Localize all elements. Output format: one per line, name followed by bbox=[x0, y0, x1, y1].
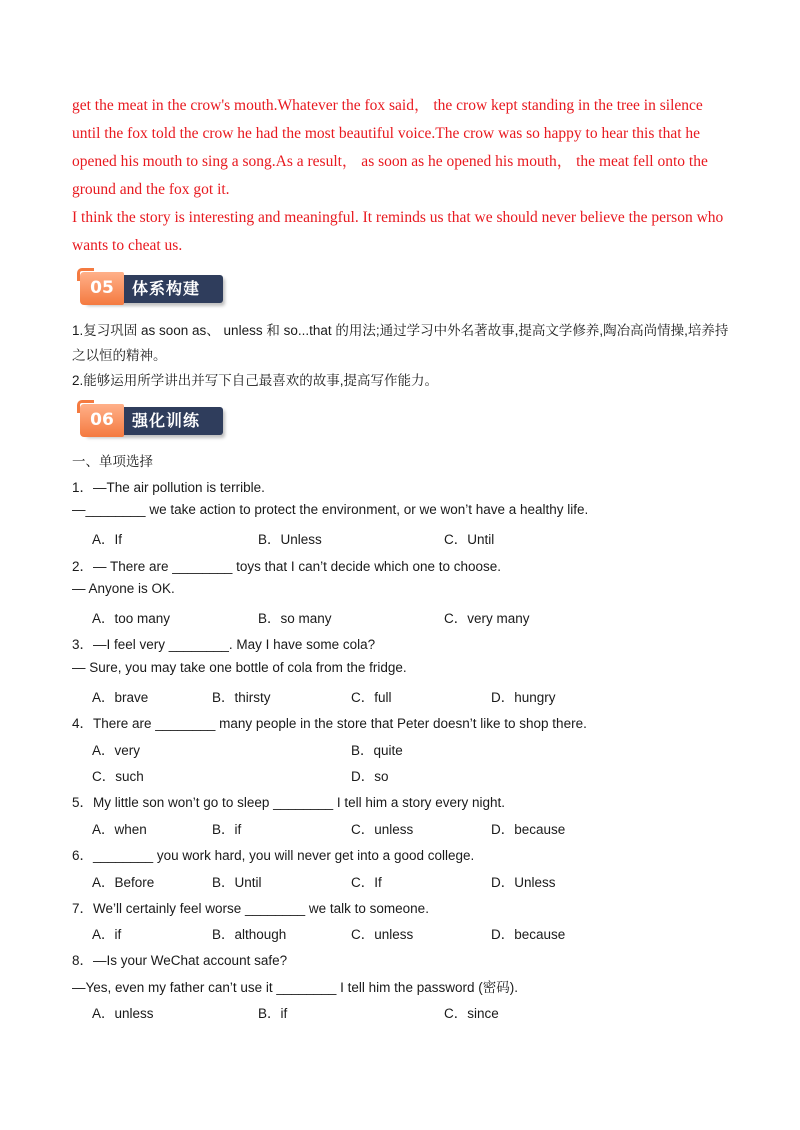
question-stem: 8．—Is your WeChat account safe? bbox=[72, 953, 288, 968]
section-title: 体系构建 bbox=[132, 279, 201, 298]
question-stem: 1．—The air pollution is terrible. bbox=[72, 480, 265, 495]
answer-option[interactable]: B．Until bbox=[212, 875, 262, 890]
section-number: 05 bbox=[80, 272, 124, 305]
answer-option[interactable]: B．if bbox=[212, 822, 242, 837]
answer-option[interactable]: C．If bbox=[351, 875, 382, 890]
question-stem: — Anyone is OK. bbox=[72, 581, 175, 596]
answer-option[interactable]: C．such bbox=[92, 769, 144, 784]
question-stem: — Sure, you may take one bottle of cola from the fridge. bbox=[72, 660, 407, 675]
section-number: 06 bbox=[80, 404, 124, 437]
section-title: 强化训练 bbox=[132, 411, 201, 430]
answer-option[interactable]: C．unless bbox=[351, 822, 414, 837]
question-stem: 4．There are ________ many people in the store that Peter doesn’t like to shop there. bbox=[72, 716, 587, 731]
answer-option[interactable]: B．Unless bbox=[258, 532, 322, 547]
learning-goals bbox=[72, 318, 732, 393]
goal-item: 2.能够运用所学讲出并写下自己最喜欢的故事,提高写作能力。 bbox=[72, 373, 439, 388]
answer-option[interactable]: B．quite bbox=[351, 743, 403, 758]
answer-option[interactable]: A．when bbox=[92, 822, 147, 837]
question-stem: 7．We’ll certainly feel worse ________ we talk to someone. bbox=[72, 901, 429, 916]
goal-item: 1.复习巩固 as soon as、 unless 和 so...that 的用法;通过学习中外名著故事,提高文学修养,陶冶高尚情操,培养持之以恒的精神。 bbox=[72, 323, 729, 363]
section-banner bbox=[80, 272, 223, 305]
answer-option[interactable]: B．although bbox=[212, 927, 287, 942]
answer-option[interactable]: A．If bbox=[92, 532, 123, 547]
answer-option[interactable]: A．if bbox=[92, 927, 122, 942]
question-stem: —Yes, even my father can’t use it ________ I tell him the password (密码). bbox=[72, 980, 518, 995]
answer-option[interactable]: C．very many bbox=[444, 611, 530, 626]
essay-paragraph: I think the story is interesting and meaningful. It reminds us that we should never believe the person who wants to cheat us. bbox=[72, 209, 724, 254]
answer-option[interactable]: C．unless bbox=[351, 927, 414, 942]
answer-option[interactable]: A．very bbox=[92, 743, 141, 758]
answer-option[interactable]: C．since bbox=[444, 1006, 499, 1021]
part-heading: 一、单项选择 bbox=[72, 454, 153, 469]
question-stem: —________ we take action to protect the environment, or we won’t have a healthy life. bbox=[72, 502, 589, 517]
answer-option[interactable]: D．because bbox=[491, 927, 566, 942]
essay-paragraph: get the meat in the crow's mouth.Whatever the fox said， the crow kept standing in the tree in silence until the fox told the crow he had the most beautiful voice.The crow was so happy to hear this that he opened his mouth to sing a song.As a result， as soon as he opened his mouth， the meat fell onto the ground and the fox got it. bbox=[72, 97, 708, 198]
answer-option[interactable]: D．Unless bbox=[491, 875, 556, 890]
essay-answer bbox=[72, 92, 732, 260]
answer-option[interactable]: A．unless bbox=[92, 1006, 154, 1021]
answer-option[interactable]: D．because bbox=[491, 822, 566, 837]
question-stem: 5．My little son won’t go to sleep ________ I tell him a story every night. bbox=[72, 795, 505, 810]
question-stem: 6．________ you work hard, you will never get into a good college. bbox=[72, 848, 475, 863]
question-stem: 2．— There are ________ toys that I can’t decide which one to choose. bbox=[72, 559, 502, 574]
answer-option[interactable]: A．brave bbox=[92, 690, 149, 705]
answer-option[interactable]: D．so bbox=[351, 769, 389, 784]
answer-option[interactable]: D．hungry bbox=[491, 690, 556, 705]
answer-option[interactable]: B．so many bbox=[258, 611, 332, 626]
answer-option[interactable]: A．Before bbox=[92, 875, 155, 890]
answer-option[interactable]: C．full bbox=[351, 690, 392, 705]
answer-option[interactable]: B．if bbox=[258, 1006, 288, 1021]
answer-option[interactable]: A．too many bbox=[92, 611, 171, 626]
section-banner bbox=[80, 404, 223, 437]
answer-option[interactable]: B．thirsty bbox=[212, 690, 271, 705]
answer-option[interactable]: C．Until bbox=[444, 532, 495, 547]
question-stem: 3．—I feel very ________. May I have some cola? bbox=[72, 637, 376, 652]
